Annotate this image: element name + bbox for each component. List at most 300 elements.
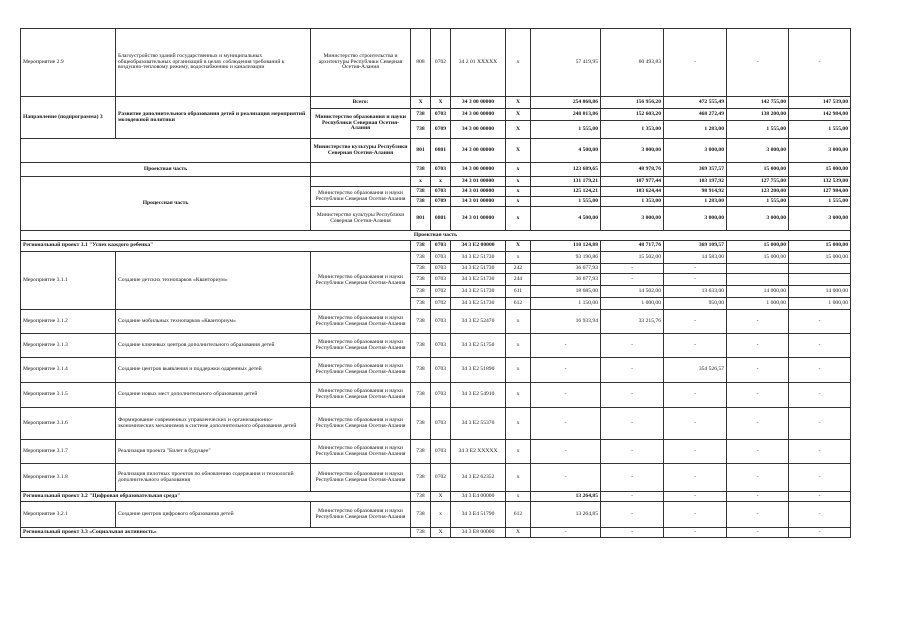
table-cell: x bbox=[411, 177, 431, 187]
table-cell: 93 190,86 bbox=[531, 252, 601, 264]
table-cell: - bbox=[727, 440, 789, 464]
table-cell bbox=[727, 264, 789, 274]
table-cell: Направление (подпрограмма) 3 bbox=[21, 97, 116, 139]
table-cell: 125 124,21 bbox=[531, 187, 601, 197]
table-cell: - bbox=[601, 464, 664, 492]
table-row bbox=[21, 502, 851, 528]
table-cell: 57 419,95 bbox=[531, 29, 601, 97]
table-cell: x bbox=[506, 177, 531, 187]
table-cell: x bbox=[506, 334, 531, 358]
table-cell: - bbox=[727, 408, 789, 440]
table-cell: 738 bbox=[411, 358, 431, 383]
table-cell: 738 bbox=[411, 310, 431, 334]
table-cell: x bbox=[506, 197, 531, 207]
table-cell: 16 933,94 bbox=[531, 310, 601, 334]
table-cell: 738 bbox=[411, 274, 431, 286]
table-row bbox=[21, 231, 851, 241]
table-cell: 103 624,44 bbox=[601, 187, 664, 197]
table-cell: 0703 bbox=[431, 163, 451, 177]
table-cell: 34 3 00 00000 bbox=[451, 163, 506, 177]
table-cell bbox=[789, 274, 851, 286]
table-cell: 15 000,00 bbox=[789, 241, 851, 252]
table-cell: 801 bbox=[411, 207, 431, 231]
table-cell: 611 bbox=[506, 286, 531, 298]
table-cell: X bbox=[411, 97, 431, 109]
table-cell: - bbox=[601, 358, 664, 383]
table-cell: - bbox=[531, 358, 601, 383]
table-cell: 738 bbox=[411, 197, 431, 207]
table-cell: 36 677,93 bbox=[531, 274, 601, 286]
table-cell: 18 685,00 bbox=[531, 286, 601, 298]
table-cell: - bbox=[664, 408, 727, 440]
table-cell: 738 bbox=[411, 408, 431, 440]
table-cell bbox=[789, 264, 851, 274]
table-cell: - bbox=[789, 492, 851, 502]
table-cell: 0703 bbox=[431, 358, 451, 383]
table-cell: Мероприятие 2.9 bbox=[21, 29, 116, 97]
table-cell: - bbox=[727, 334, 789, 358]
table-cell: 369 109,57 bbox=[664, 241, 727, 252]
table-cell: 248 813,86 bbox=[531, 109, 601, 121]
table-cell: Министерство образования и науки Республики Северная Осетия-Алания bbox=[311, 358, 411, 383]
table-cell: 14 583,00 bbox=[664, 252, 727, 264]
table-cell: 0703 bbox=[431, 334, 451, 358]
table-cell: 0703 bbox=[431, 440, 451, 464]
table-cell: 950,00 bbox=[664, 298, 727, 310]
table-row bbox=[21, 408, 851, 440]
table-cell: - bbox=[789, 29, 851, 97]
table-cell: - bbox=[601, 334, 664, 358]
table-cell: - bbox=[789, 334, 851, 358]
table-cell: - bbox=[664, 29, 727, 97]
table-cell: 132 539,00 bbox=[789, 177, 851, 187]
table-cell: 1 555,00 bbox=[789, 197, 851, 207]
table-cell: 612 bbox=[506, 502, 531, 528]
table-cell: - bbox=[601, 440, 664, 464]
table-cell: Министерство образования и науки Республики Северная Осетия-Алания bbox=[311, 310, 411, 334]
table-row bbox=[21, 139, 851, 163]
table-cell: 15 000,00 bbox=[727, 241, 789, 252]
table-cell: 1 353,00 bbox=[601, 197, 664, 207]
table-row bbox=[21, 97, 851, 109]
table-cell: Региональный проект 3.1 "Успех каждого ребенка" bbox=[21, 241, 411, 252]
table-cell: 1 353,00 bbox=[601, 121, 664, 139]
table-cell: - bbox=[789, 528, 851, 538]
table-cell: - bbox=[789, 408, 851, 440]
table-cell: 472 555,49 bbox=[664, 97, 727, 109]
table-cell: 34 3 00 00000 bbox=[451, 109, 506, 121]
table-cell: Министерство культуры Республики Северная Осетия-Алания bbox=[311, 207, 411, 231]
table-cell: 156 956,20 bbox=[601, 97, 664, 109]
table-cell: 0703 bbox=[431, 109, 451, 121]
table-cell: Министерство образования и науки Республики Северная Осетия-Алания bbox=[311, 408, 411, 440]
table-cell: x bbox=[506, 358, 531, 383]
table-cell: - bbox=[727, 358, 789, 383]
table-cell: 3 000,00 bbox=[601, 207, 664, 231]
table-cell: Мероприятие 3.1.4 bbox=[21, 358, 116, 383]
table-cell: 738 bbox=[411, 241, 431, 252]
table-cell: 738 bbox=[411, 298, 431, 310]
table-cell: Министерство образования и науки Республики Северная Осетия-Алания bbox=[311, 464, 411, 492]
table-cell: x bbox=[506, 464, 531, 492]
table-cell: - bbox=[601, 492, 664, 502]
table-cell: 34 3 00 00000 bbox=[451, 121, 506, 139]
table-cell: 34 3 00 00000 bbox=[451, 139, 506, 163]
table-cell: 738 bbox=[411, 163, 431, 177]
table-cell: 147 539,00 bbox=[789, 97, 851, 109]
table-row bbox=[21, 528, 851, 538]
table-cell: 0703 bbox=[431, 383, 451, 408]
table-cell: 242 bbox=[506, 264, 531, 274]
table-cell: x bbox=[506, 492, 531, 502]
table-cell: - bbox=[664, 440, 727, 464]
table-cell: Реализация пилотных проектов по обновлению содержания и технологий дополнительного образования bbox=[116, 464, 311, 492]
table-cell: - bbox=[601, 383, 664, 408]
table-cell: 14 502,00 bbox=[601, 286, 664, 298]
table-cell: 738 bbox=[411, 440, 431, 464]
table-row bbox=[21, 163, 851, 177]
table-cell: 34 3 E2 XXXXX bbox=[451, 440, 506, 464]
table-cell: 15 000,00 bbox=[727, 252, 789, 264]
table-cell: Проектная часть bbox=[21, 231, 851, 241]
table-row bbox=[21, 29, 851, 97]
table-cell: 34 3 E2 51730 bbox=[451, 286, 506, 298]
table-cell: 34 3 E8 00000 bbox=[451, 528, 506, 538]
table-row bbox=[21, 334, 851, 358]
table-cell: Создание центров цифрового образования детей bbox=[116, 502, 311, 528]
table-cell: Благоустройство зданий государственных и муниципальных общеобразовательных организаций в целях соблюдения требований к воздушно-тепловому режиму, водоснабжению и канализации bbox=[116, 29, 311, 97]
table-cell bbox=[21, 139, 311, 163]
table-cell: 34 3 E2 51730 bbox=[451, 252, 506, 264]
table-cell: 354 526,57 bbox=[664, 358, 727, 383]
table-cell: 1 000,00 bbox=[789, 298, 851, 310]
table-row bbox=[21, 358, 851, 383]
table-cell: 34 2 01 XXXXX bbox=[451, 29, 506, 97]
table-cell: 0703 bbox=[431, 274, 451, 286]
table-cell: 3 000,00 bbox=[664, 207, 727, 231]
table-cell: x bbox=[506, 207, 531, 231]
table-cell: Министерство образования и науки Республики Северная Осетия-Алания bbox=[311, 109, 411, 139]
table-cell: 34 3 01 00000 bbox=[451, 177, 506, 187]
table-cell: - bbox=[531, 440, 601, 464]
table-cell: 34 3 E2 51730 bbox=[451, 274, 506, 286]
table-cell: 738 bbox=[411, 109, 431, 121]
table-cell: 127 755,00 bbox=[727, 177, 789, 187]
table-body bbox=[21, 29, 851, 538]
table-cell: 1 283,00 bbox=[664, 121, 727, 139]
table-cell: x bbox=[506, 408, 531, 440]
table-cell: 14 000,00 bbox=[727, 286, 789, 298]
table-cell: Создание новых мест дополнительного образования детей bbox=[116, 383, 311, 408]
table-cell: 107 977,44 bbox=[601, 177, 664, 187]
table-cell: 34 3 E4 00000 bbox=[451, 492, 506, 502]
table-cell: 801 bbox=[411, 139, 431, 163]
table-cell: - bbox=[531, 334, 601, 358]
table-cell bbox=[311, 163, 411, 177]
table-cell: 15 000,00 bbox=[789, 163, 851, 177]
table-cell: - bbox=[789, 383, 851, 408]
table-cell: 103 197,92 bbox=[664, 177, 727, 187]
table-cell: 142 984,00 bbox=[789, 109, 851, 121]
table-cell bbox=[727, 274, 789, 286]
table-cell: 612 bbox=[506, 298, 531, 310]
table-cell: 0703 bbox=[431, 241, 451, 252]
table-cell: 738 bbox=[411, 492, 431, 502]
table-cell: 60 493,83 bbox=[601, 29, 664, 97]
table-cell: - bbox=[664, 310, 727, 334]
table-cell: 3 000,00 bbox=[664, 139, 727, 163]
table-cell: 15 502,00 bbox=[601, 252, 664, 264]
table-cell: 34 3 01 00000 bbox=[451, 197, 506, 207]
table-cell: Министерство образования и науки Республики Северная Осетия-Алания bbox=[311, 334, 411, 358]
table-cell: - bbox=[601, 528, 664, 538]
table-row bbox=[21, 440, 851, 464]
table-cell: Реализация проекта "Билет в будущее" bbox=[116, 440, 311, 464]
table-cell: x bbox=[506, 383, 531, 408]
table-cell: - bbox=[664, 383, 727, 408]
table-cell: 13 633,00 bbox=[664, 286, 727, 298]
table-cell: 4 500,00 bbox=[531, 207, 601, 231]
table-cell: 0703 bbox=[431, 408, 451, 440]
table-cell: - bbox=[789, 502, 851, 528]
table-cell: 34 3 E2 54910 bbox=[451, 383, 506, 408]
table-cell: x bbox=[506, 187, 531, 197]
table-cell: 34 3 E2 52470 bbox=[451, 310, 506, 334]
table-cell: x bbox=[506, 163, 531, 177]
table-cell: 0702 bbox=[431, 298, 451, 310]
table-cell: Региональный проект 3.3 «Социальная активность» bbox=[21, 528, 411, 538]
table-cell: 1 555,00 bbox=[531, 121, 601, 139]
table-cell: 123 200,00 bbox=[727, 187, 789, 197]
table-cell: 1 000,00 bbox=[601, 298, 664, 310]
table-cell: 33 215,76 bbox=[601, 310, 664, 334]
table-cell: 131 179,21 bbox=[531, 177, 601, 187]
table-cell: 110 124,88 bbox=[531, 241, 601, 252]
table-cell: - bbox=[727, 492, 789, 502]
table-cell: Министерство культуры Республики Северная Осетия-Алания bbox=[311, 139, 411, 163]
table-cell: x bbox=[506, 29, 531, 97]
table-cell: x bbox=[506, 440, 531, 464]
table-cell: 1 555,00 bbox=[789, 121, 851, 139]
table-cell: 34 3 E2 51750 bbox=[451, 334, 506, 358]
table-cell: 36 677,93 bbox=[531, 264, 601, 274]
table-cell: 0801 bbox=[431, 207, 451, 231]
table-cell: - bbox=[531, 408, 601, 440]
table-cell: 0801 bbox=[431, 139, 451, 163]
table-cell: Министерство образования и науки Республики Северная Осетия-Алания bbox=[311, 502, 411, 528]
table-cell: 369 357,57 bbox=[664, 163, 727, 177]
table-cell: Создание центров выявления и поддержки одаренных детей bbox=[116, 358, 311, 383]
table-cell: Мероприятие 3.1.7 bbox=[21, 440, 116, 464]
table-cell bbox=[311, 177, 411, 187]
table-cell: 3 000,00 bbox=[789, 207, 851, 231]
table-cell: - bbox=[789, 464, 851, 492]
table-cell: 738 bbox=[411, 464, 431, 492]
table-cell: Формирование современных управленческих и организационно-экономических механизмов в системе дополнительного образования детей bbox=[116, 408, 311, 440]
table-cell: 15 000,00 bbox=[727, 163, 789, 177]
table-cell: 0702 bbox=[431, 464, 451, 492]
table-cell: Мероприятие 3.2.1 bbox=[21, 502, 116, 528]
table-cell: 34 3 E4 51790 bbox=[451, 502, 506, 528]
table-cell: 34 3 01 00000 bbox=[451, 207, 506, 231]
table-cell: 152 603,20 bbox=[601, 109, 664, 121]
table-cell: Мероприятие 3.1.5 bbox=[21, 383, 116, 408]
table-row bbox=[21, 383, 851, 408]
table-cell: 0703 bbox=[431, 310, 451, 334]
table-row bbox=[21, 464, 851, 492]
table-cell: 0703 bbox=[431, 187, 451, 197]
table-cell: 1 283,00 bbox=[664, 197, 727, 207]
table-cell: - bbox=[789, 440, 851, 464]
table-cell: x bbox=[431, 502, 451, 528]
table-cell: 13 264,85 bbox=[531, 502, 601, 528]
table-cell: Министерство образования и науки Республики Северная Осетия-Алания bbox=[311, 383, 411, 408]
table-row bbox=[21, 177, 851, 187]
table-cell: Всего: bbox=[311, 97, 411, 109]
table-cell: X bbox=[506, 121, 531, 139]
table-row bbox=[21, 241, 851, 252]
table-cell: 738 bbox=[411, 187, 431, 197]
table-cell: X bbox=[506, 97, 531, 109]
table-cell: 1 555,00 bbox=[727, 197, 789, 207]
table-cell: Мероприятие 3.1.8 bbox=[21, 464, 116, 492]
table-cell: - bbox=[601, 408, 664, 440]
table-cell: Процессная часть bbox=[21, 177, 311, 231]
table-cell: X bbox=[431, 492, 451, 502]
table-cell: - bbox=[664, 464, 727, 492]
table-cell: Министерство образования и науки Республики Северная Осетия-Алания bbox=[311, 252, 411, 310]
table-cell: 738 bbox=[411, 264, 431, 274]
table-cell: 0702 bbox=[431, 29, 451, 97]
table-cell: X bbox=[506, 241, 531, 252]
table-cell: Министерство строительства и архитектуры Республики Северная Осетия-Алания bbox=[311, 29, 411, 97]
table-cell: 34 3 E2 51730 bbox=[451, 298, 506, 310]
table-cell: - bbox=[601, 502, 664, 528]
table-cell: 0709 bbox=[431, 197, 451, 207]
table-cell: 4 500,00 bbox=[531, 139, 601, 163]
table-row bbox=[21, 310, 851, 334]
table-cell: 3 000,00 bbox=[727, 139, 789, 163]
table-cell: Развитие дополнительного образования детей и реализация мероприятий молодежной политики bbox=[116, 97, 311, 139]
table-cell: 738 bbox=[411, 528, 431, 538]
table-cell: - bbox=[664, 502, 727, 528]
table-cell: 98 914,92 bbox=[664, 187, 727, 197]
table-cell: x bbox=[506, 252, 531, 264]
table-cell: Мероприятие 3.1.6 bbox=[21, 408, 116, 440]
table-cell: 142 755,00 bbox=[727, 97, 789, 109]
table-cell: 138 200,00 bbox=[727, 109, 789, 121]
table-cell: 15 000,00 bbox=[789, 252, 851, 264]
table-cell: - bbox=[789, 358, 851, 383]
table-cell: - bbox=[727, 502, 789, 528]
table-cell: 48 717,76 bbox=[601, 241, 664, 252]
table-cell: 738 bbox=[411, 383, 431, 408]
table-cell: 127 984,00 bbox=[789, 187, 851, 197]
table-cell: 738 bbox=[411, 502, 431, 528]
table-cell: Министерство образования и науки Республики Северная Осетия-Алания bbox=[311, 187, 411, 207]
table-cell: 3 000,00 bbox=[601, 139, 664, 163]
table-cell: X bbox=[506, 109, 531, 121]
table-cell: Мероприятие 3.1.1 bbox=[21, 252, 116, 310]
table-cell: 0709 bbox=[431, 121, 451, 139]
table-cell: - bbox=[531, 464, 601, 492]
table-cell: - bbox=[601, 264, 664, 274]
table-cell: 34 3 E2 00000 bbox=[451, 241, 506, 252]
table-row bbox=[21, 492, 851, 502]
table-cell: - bbox=[789, 310, 851, 334]
table-cell: 123 689,65 bbox=[531, 163, 601, 177]
table-cell: 738 bbox=[411, 252, 431, 264]
table-cell: 34 3 00 00000 bbox=[451, 97, 506, 109]
table-cell: 13 264,85 bbox=[531, 492, 601, 502]
table-cell: - bbox=[727, 29, 789, 97]
table-cell: - bbox=[664, 274, 727, 286]
table-cell: 808 bbox=[411, 29, 431, 97]
table-cell: - bbox=[531, 528, 601, 538]
table-cell: 0702 bbox=[431, 286, 451, 298]
table-cell: 34 3 01 00000 bbox=[451, 187, 506, 197]
table-cell: 1 555,00 bbox=[531, 197, 601, 207]
table-cell: 48 978,76 bbox=[601, 163, 664, 177]
table-cell: 34 3 E2 62352 bbox=[451, 464, 506, 492]
table-cell: Создание ключевых центров дополнительного образования детей bbox=[116, 334, 311, 358]
table-cell: - bbox=[664, 492, 727, 502]
table-cell: 34 3 E2 55370 bbox=[451, 408, 506, 440]
table-cell: - bbox=[601, 274, 664, 286]
table-cell: 3 000,00 bbox=[789, 139, 851, 163]
table-cell: 1 555,00 bbox=[727, 121, 789, 139]
table-cell: 244 bbox=[506, 274, 531, 286]
table-cell: X bbox=[431, 97, 451, 109]
table-cell: X bbox=[506, 139, 531, 163]
table-cell: 468 272,49 bbox=[664, 109, 727, 121]
table-cell: Министерство образования и науки Республики Северная Осетия-Алания bbox=[311, 440, 411, 464]
table-cell: - bbox=[664, 334, 727, 358]
table-cell: Создание детских технопарков «Кванториум» bbox=[116, 252, 311, 310]
table-cell: 254 868,86 bbox=[531, 97, 601, 109]
table-cell: 0703 bbox=[431, 252, 451, 264]
table-cell: 14 000,00 bbox=[789, 286, 851, 298]
table-cell: 738 bbox=[411, 286, 431, 298]
table-row bbox=[21, 252, 851, 264]
table-cell: 0703 bbox=[431, 264, 451, 274]
table-cell: - bbox=[727, 528, 789, 538]
table-cell: X bbox=[506, 528, 531, 538]
table-cell: 738 bbox=[411, 121, 431, 139]
table-cell: 1 150,00 bbox=[531, 298, 601, 310]
table-cell: - bbox=[531, 383, 601, 408]
table-cell: Создание мобильных технопарков «Кванториум» bbox=[116, 310, 311, 334]
table-cell: x bbox=[431, 177, 451, 187]
table-cell: 3 000,00 bbox=[727, 207, 789, 231]
table-cell: - bbox=[664, 264, 727, 274]
table-cell: Мероприятие 3.1.3 bbox=[21, 334, 116, 358]
table-cell: 738 bbox=[411, 334, 431, 358]
table-cell: 34 3 E2 51890 bbox=[451, 358, 506, 383]
table-cell: Проектная часть bbox=[21, 163, 311, 177]
table-cell: 34 3 E2 51730 bbox=[451, 264, 506, 274]
table-cell: x bbox=[506, 310, 531, 334]
budget-table bbox=[20, 28, 851, 538]
table-cell: Региональный проект 3.2 "Цифровая образовательная среда" bbox=[21, 492, 411, 502]
table-cell: - bbox=[727, 464, 789, 492]
table-cell: - bbox=[727, 383, 789, 408]
table-cell: X bbox=[431, 528, 451, 538]
table-cell: - bbox=[664, 528, 727, 538]
table-cell: 1 000,00 bbox=[727, 298, 789, 310]
table-cell: Мероприятие 3.1.2 bbox=[21, 310, 116, 334]
table-cell: - bbox=[727, 310, 789, 334]
